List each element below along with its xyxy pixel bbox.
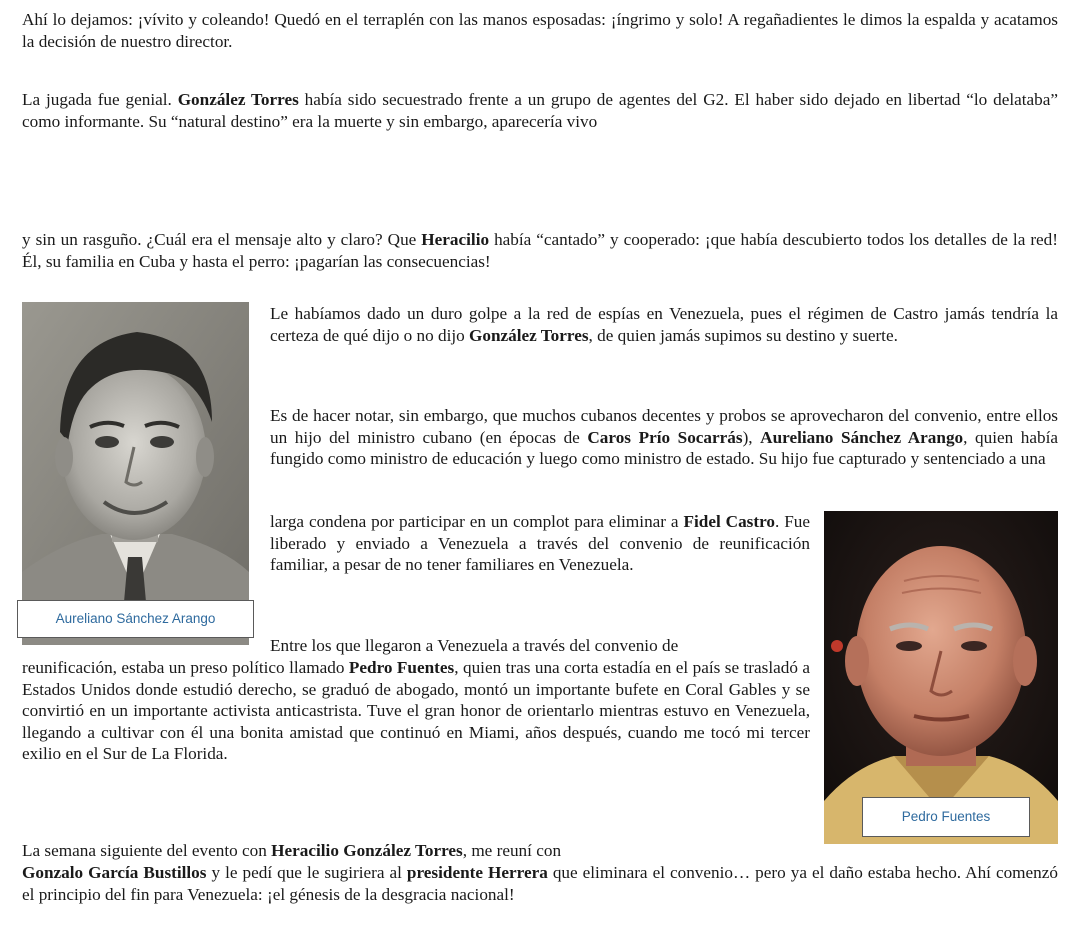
bold-name: presidente Herrera [406, 863, 548, 882]
text-run: , de quien jamás supimos su destino y suerte. [588, 325, 898, 345]
paragraph-llegaron-start [270, 635, 810, 657]
text-run: Es de hacer notar, sin embargo, que muchos cubanos decentes y probos se aprovecharon del convenio, entre ellos un hijo del ministro cubano (en épocas de [270, 406, 1058, 447]
text-run: . Fue liberado y enviado a Venezuela a través del convenio de reunificación familiar, a pesar de no tener familiares en Venezuela. [270, 512, 810, 574]
bold-name: Heracilio González Torres [271, 841, 463, 860]
bold-name: Caros Prío Socarrás [587, 427, 743, 447]
portrait-image [824, 511, 1058, 844]
paragraph-semana-start [22, 840, 810, 862]
text-run: reunificación, estaba un preso político llamado [22, 658, 349, 677]
paragraph-convenio-cont [270, 511, 810, 576]
text-run: Ahí lo dejamos: ¡vívito y coleando! Quedó en el terraplén con las manos esposadas: ¡íngrimo y solo! A regañadientes le dimos la espalda y acatamos la decisión de nuestro director. [22, 10, 1058, 51]
paragraph-jugada [22, 89, 1058, 132]
paragraph-convenio [270, 405, 1058, 470]
bold-name: González Torres [469, 325, 589, 345]
text-run: La semana siguiente del evento con [22, 841, 272, 860]
paragraph-golpe [270, 303, 1058, 346]
paragraph-llegaron [22, 657, 810, 765]
text-run: Entre los que llegaron a Venezuela a través del convenio de [270, 636, 679, 655]
text-run: que eliminara el convenio… pero ya el daño estaba hecho. Ahí comenzó el principio del fin para Venezuela: ¡el génesis de la desgracia nacional! [22, 863, 1058, 904]
bold-name: Fidel Castro [683, 512, 775, 531]
bold-name: Aureliano Sánchez Arango [760, 427, 964, 447]
text-run: había “cantado” y cooperado: ¡que había descubierto todos los detalles de la red! Él, su familia en Cuba y hasta el perro: ¡pagarían las consecuencias! [22, 230, 1058, 271]
bold-name: Gonzalo García Bustillos [22, 863, 207, 882]
bold-name: González Torres [177, 90, 299, 109]
photo-aureliano [22, 302, 249, 645]
text-run: y le pedí que le sugiriera al [206, 863, 407, 882]
bold-name: Pedro Fuentes [348, 658, 455, 677]
text-run: , quien tras una corta estadía en el país se trasladó a Estados Unidos donde estudió derecho, se graduó de abogado, montó un importante bufete en Coral Gables y se convirtió en un importante activista anticastrista. Tuve el gran honor de orientarlo mientras estuvo en Venezuela, llegando a cultivar con él una bonita amistad que continuó en Miami, años después, cuando me tocó mi tercer exilio en el Sur de La Florida. [22, 658, 811, 763]
photo-pedro-fuentes [824, 511, 1058, 844]
text-run: y sin un rasguño. ¿Cuál era el mensaje alto y claro? Que [22, 230, 422, 249]
portrait-image [22, 302, 249, 645]
paragraph-intro [22, 9, 1058, 52]
caption-text: Aureliano Sánchez Arango [55, 611, 216, 626]
text-run: , me reuní con [462, 841, 562, 860]
paragraph-rasguno [22, 229, 1058, 272]
caption-aureliano [17, 600, 254, 638]
text-run: Le habíamos dado un duro golpe a la red de espías en Venezuela, pues el régimen de Castro jamás tendría la certeza de qué dijo o no dijo [270, 304, 1058, 345]
caption-text: Pedro Fuentes [901, 809, 991, 824]
paragraph-semana [22, 862, 1058, 905]
text-run: La jugada fue genial. [22, 90, 178, 109]
text-run: ), [742, 427, 761, 447]
bold-name: Heracilio [421, 230, 490, 249]
text-run: , quien había fungido como ministro de educación y luego como ministro de estado. Su hijo fue capturado y sentenciado a una [270, 427, 1058, 468]
caption-pedro-fuentes [862, 797, 1030, 837]
text-run: había sido secuestrado frente a un grupo de agentes del G2. El haber sido dejado en libertad “lo delataba” como informante. Su “natural destino” era la muerte y sin embargo, aparecería vivo [22, 90, 1058, 131]
text-run: larga condena por participar en un complot para eliminar a [270, 512, 684, 531]
